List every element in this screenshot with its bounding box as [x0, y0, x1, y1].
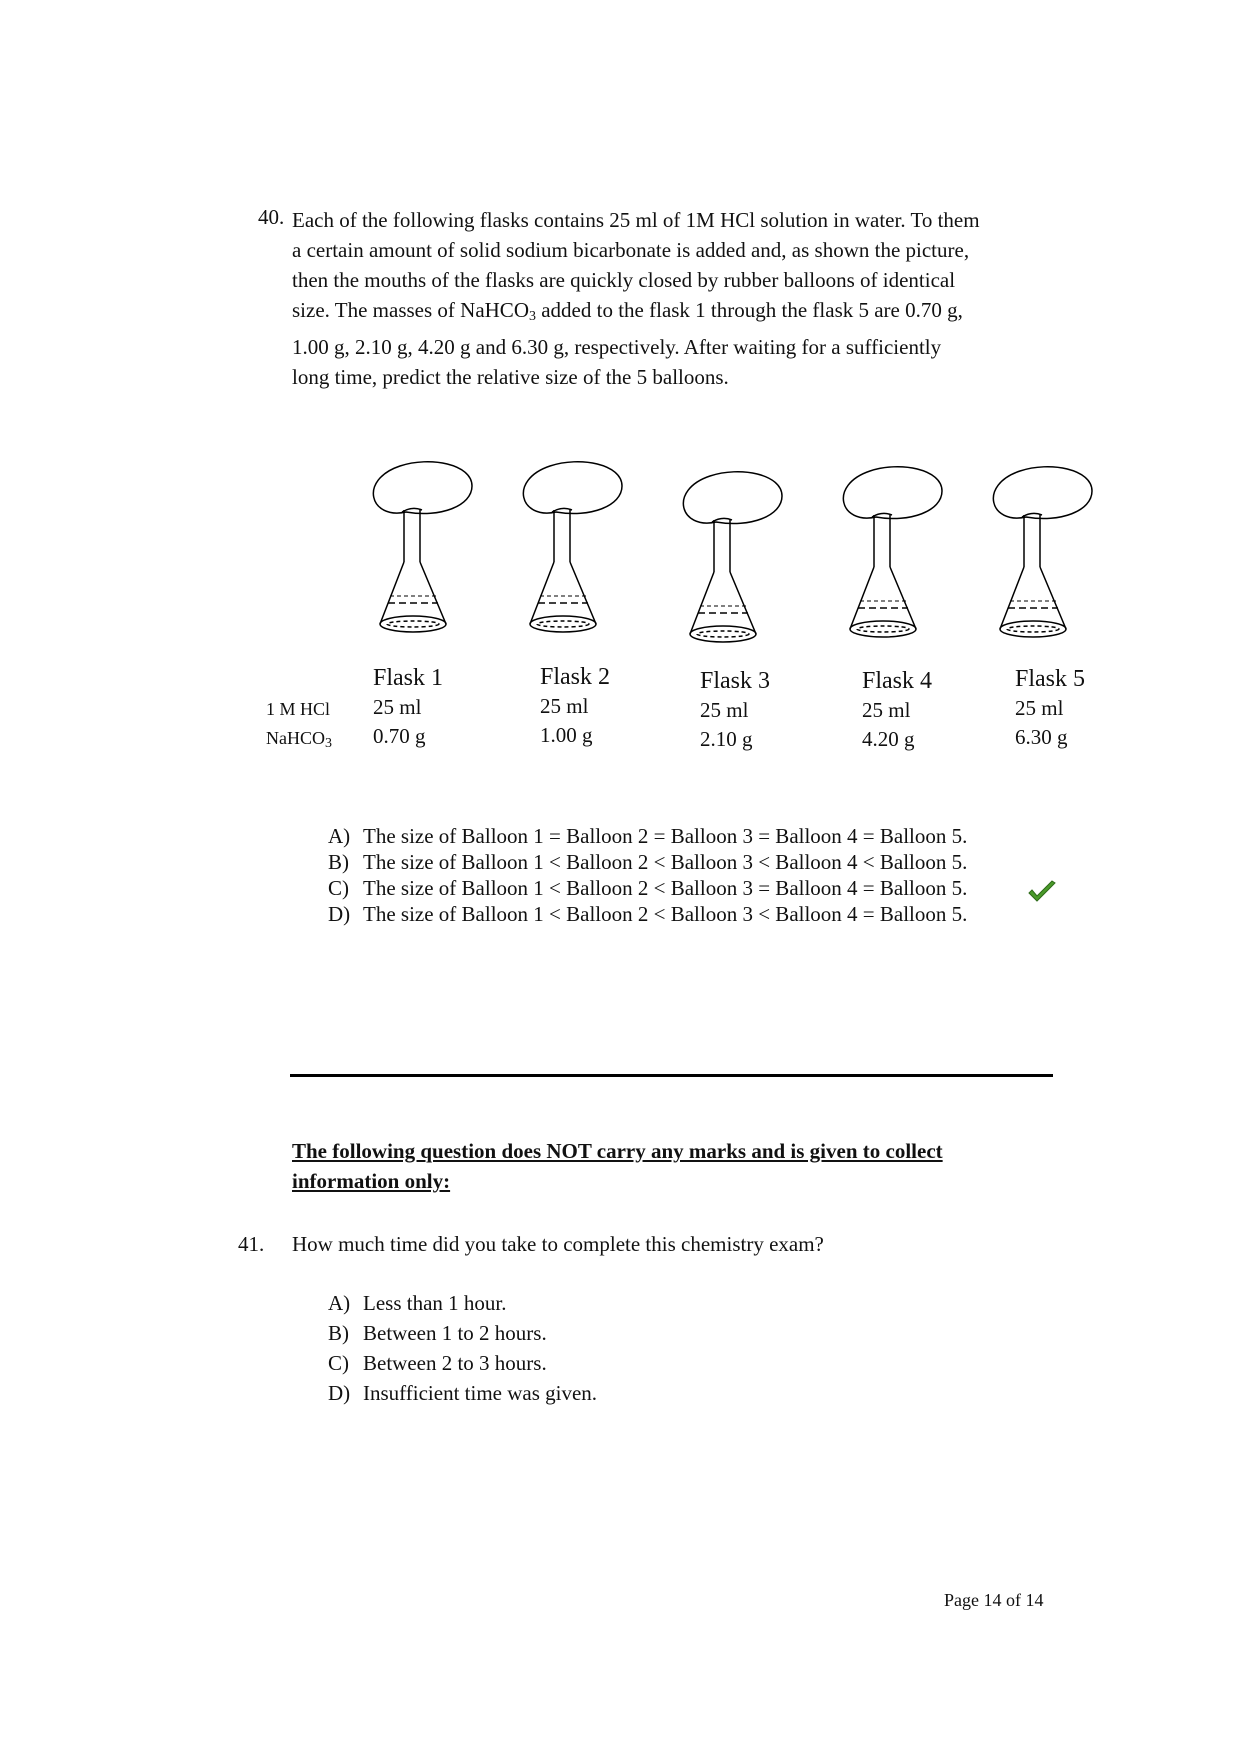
question-40-choices	[328, 823, 967, 927]
solid-residue	[697, 631, 749, 637]
flask-4-column	[862, 667, 932, 754]
flask-body-right	[730, 572, 756, 634]
flask-body-left	[380, 562, 404, 624]
flasks-diagram	[360, 460, 1160, 670]
nahco3-row-label: NaHCO$_3$	[266, 728, 332, 751]
page-number: Page 14 of 14	[944, 1590, 1044, 1610]
choice-b[interactable]: B) The size of Balloon 1 < Balloon 2 < Balloon 3 < Balloon 4 < Balloon 5.	[328, 850, 968, 874]
solid-residue	[387, 621, 439, 627]
flask-hcl: 25 ml	[862, 698, 911, 722]
balloon	[993, 467, 1092, 519]
choice-c[interactable]: C) The size of Balloon 1 < Balloon 2 < Balloon 3 = Balloon 4 = Balloon 5.	[328, 876, 968, 900]
flask-1-column	[373, 664, 443, 751]
flask-5-figure	[993, 467, 1092, 637]
question-41-choices	[328, 1288, 597, 1408]
balloon	[683, 472, 782, 524]
choice-a[interactable]: A) The size of Balloon 1 = Balloon 2 = Balloon 3 = Balloon 4 = Balloon 5.	[328, 824, 968, 848]
flask-body-right	[1040, 567, 1066, 629]
flask-body-right	[890, 567, 916, 629]
hcl-row-label: 1 M HCl	[266, 699, 331, 719]
flask-base	[380, 616, 446, 632]
flask-body-left	[530, 562, 554, 624]
flask-4-figure	[843, 467, 942, 637]
flask-1-figure	[373, 462, 472, 632]
choice-b[interactable]: B) Between 1 to 2 hours.	[328, 1321, 547, 1345]
solid-residue	[1007, 626, 1059, 632]
flask-mass: 6.30 g	[1015, 725, 1068, 749]
question-40-line: 1.00 g, 2.10 g, 4.20 g and 6.30 g, respectively. After waiting for a sufficiently	[292, 335, 942, 359]
flask-2-figure	[523, 462, 622, 632]
note-heading	[292, 1136, 943, 1196]
flask-hcl: 25 ml	[1015, 696, 1064, 720]
flask-mass: 2.10 g	[700, 727, 753, 751]
check-icon	[1027, 880, 1057, 904]
flask-hcl: 25 ml	[540, 694, 589, 718]
section-divider	[290, 1074, 1053, 1077]
flask-body-right	[570, 562, 596, 624]
flask-base	[850, 621, 916, 637]
balloon	[373, 462, 472, 514]
flask-body-left	[850, 567, 874, 629]
question-40-line: a certain amount of solid sodium bicarbonate is added and, as shown the picture,	[292, 238, 970, 262]
flask-body-right	[420, 562, 446, 624]
flask-hcl: 25 ml	[700, 698, 749, 722]
flask-2-column	[540, 663, 610, 750]
flask-3-figure	[683, 472, 782, 642]
flask-base	[1000, 621, 1066, 637]
question-40-text	[292, 205, 1062, 392]
flask-mass: 0.70 g	[373, 724, 426, 748]
solid-residue	[857, 626, 909, 632]
choice-d[interactable]: D) The size of Balloon 1 < Balloon 2 < Balloon 3 < Balloon 4 = Balloon 5.	[328, 902, 968, 926]
question-40-line: size. The masses of NaHCO$_3$ added to the flask 1 through the flask 5 are 0.70 g,	[292, 298, 963, 324]
note-line: information only:	[292, 1169, 451, 1193]
flask-name: Flask 5	[1015, 666, 1086, 692]
flask-mass: 4.20 g	[862, 727, 915, 751]
question-41-text: How much time did you take to complete this chemistry exam?	[292, 1232, 824, 1256]
flask-hcl: 25 ml	[373, 695, 422, 719]
balloon	[843, 467, 942, 519]
choice-a[interactable]: A) Less than 1 hour.	[328, 1291, 507, 1315]
flask-name: Flask 1	[373, 665, 444, 691]
choice-c[interactable]: C) Between 2 to 3 hours.	[328, 1351, 547, 1375]
flask-base	[690, 626, 756, 642]
flask-name: Flask 2	[540, 664, 611, 690]
question-40-number: 40.	[258, 205, 285, 229]
flask-name: Flask 3	[700, 668, 771, 694]
choice-d[interactable]: D) Insufficient time was given.	[328, 1381, 598, 1405]
flask-3-column	[700, 667, 770, 754]
flask-name: Flask 4	[862, 668, 933, 694]
flask-5-column	[1015, 665, 1085, 752]
question-41-number: 41.	[238, 1232, 265, 1256]
question-40-line: then the mouths of the flasks are quickly closed by rubber balloons of identical	[292, 268, 956, 292]
question-40-line: long time, predict the relative size of the 5 balloons.	[292, 365, 729, 389]
flask-base	[530, 616, 596, 632]
flask-body-left	[690, 572, 714, 634]
question-40-line: Each of the following flasks contains 25 ml of 1M HCl solution in water. To them	[292, 208, 980, 232]
balloon	[523, 462, 622, 514]
solid-residue	[537, 621, 589, 627]
flask-body-left	[1000, 567, 1024, 629]
note-line: The following question does NOT carry any marks and is given to collect	[292, 1139, 943, 1163]
flask-mass: 1.00 g	[540, 723, 593, 747]
